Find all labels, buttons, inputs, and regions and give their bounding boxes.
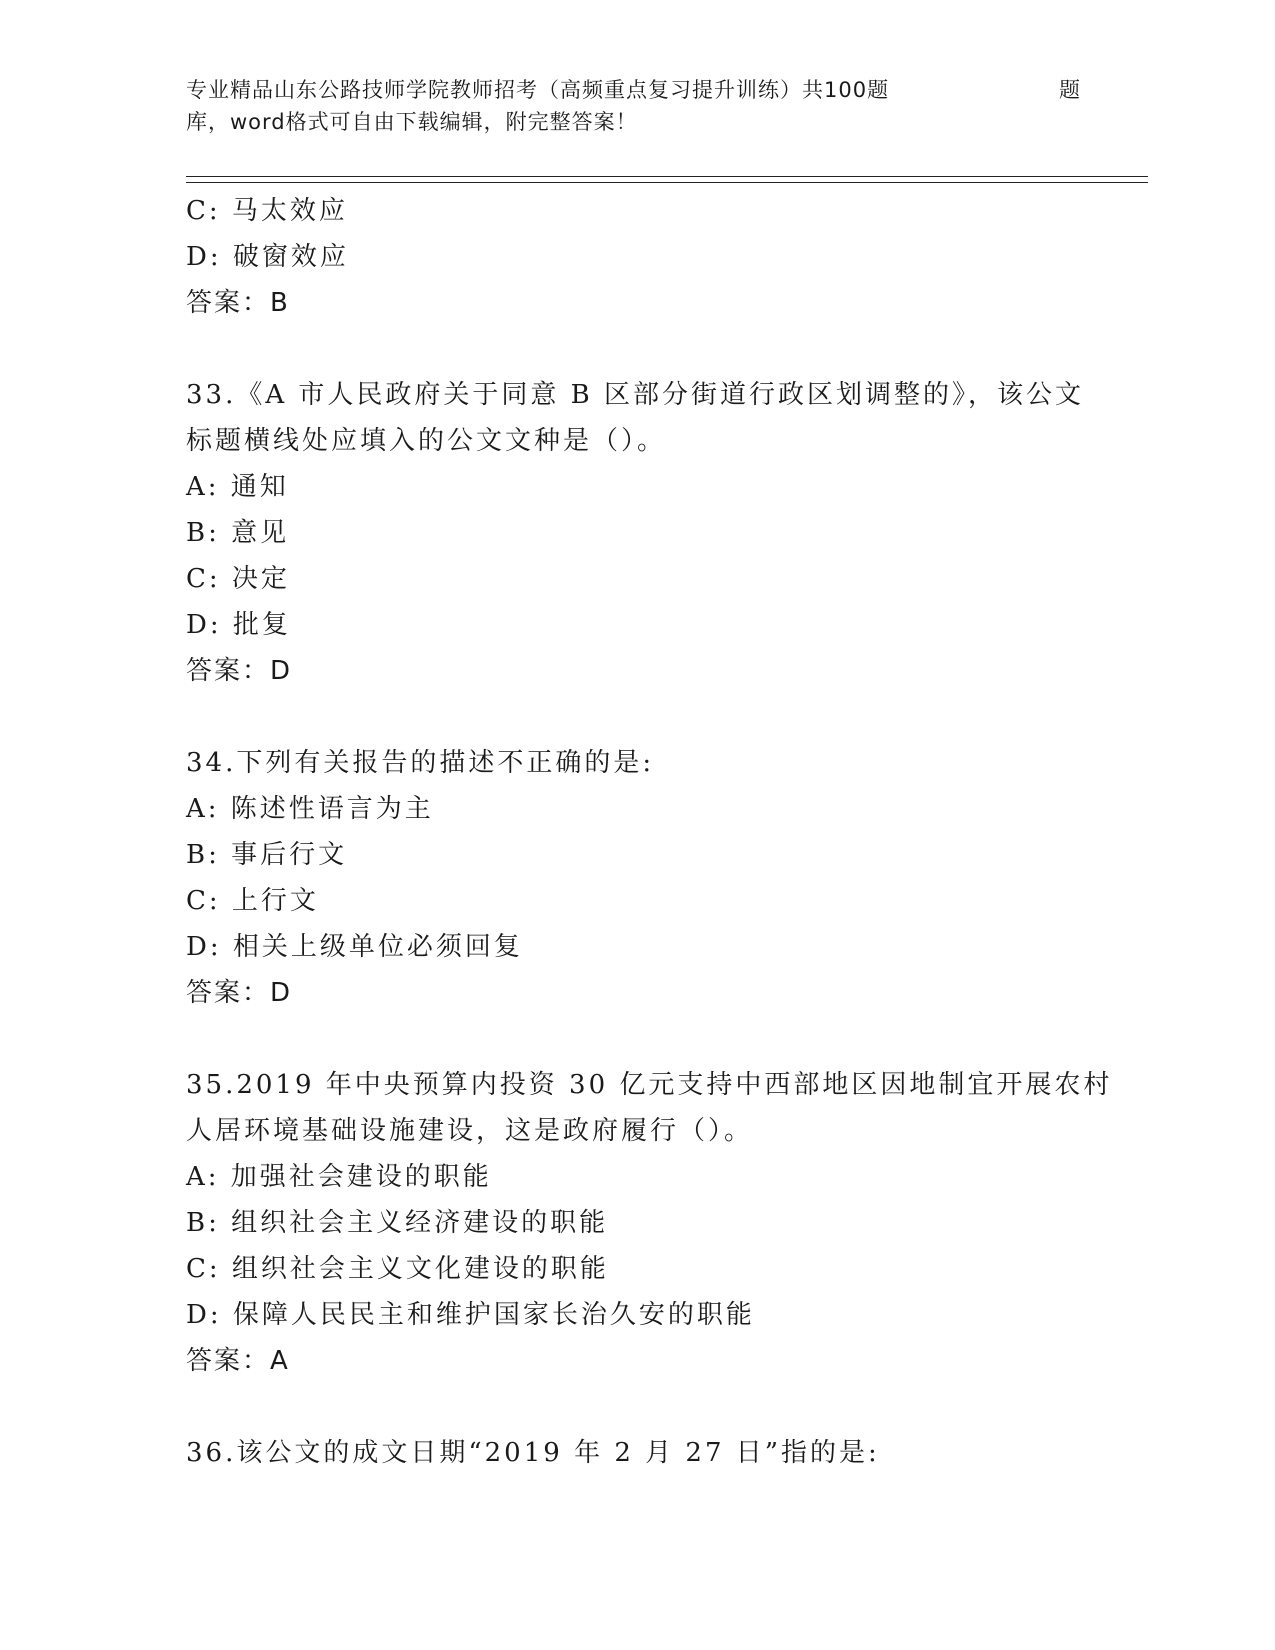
option-b: B: 事后行文: [186, 840, 348, 870]
question-list: [186, 188, 1113, 1476]
header-title-wrap: 题: [1059, 78, 1081, 102]
option-c: C: 马太效应: [186, 196, 348, 226]
option-d: D: 批复: [186, 610, 291, 640]
header-divider-top: [186, 176, 1148, 177]
answer: 答案：B: [186, 288, 290, 318]
answer: 答案：D: [186, 978, 293, 1008]
question-34: [186, 740, 1086, 1016]
answer: 答案：D: [186, 656, 293, 686]
option-a: A: 加强社会建设的职能: [186, 1162, 492, 1192]
option-c: C: 组织社会主义文化建设的职能: [186, 1254, 609, 1284]
option-b: B: 意见: [186, 518, 290, 548]
answer: 答案：A: [186, 1346, 290, 1376]
question-32-continued: [186, 188, 1086, 326]
question-stem: 标题横线处应填入的公文文种是（）。: [186, 426, 667, 456]
option-d: D: 破窗效应: [186, 242, 349, 272]
option-c: C: 决定: [186, 564, 290, 594]
question-stem: 33.《A 市人民政府关于同意 B 区部分街道行政区划调整的》，该公文: [186, 380, 1085, 410]
option-a: A: 陈述性语言为主: [186, 794, 434, 824]
header-divider-bottom: [186, 182, 1148, 183]
question-stem: 人居环境基础设施建设，这是政府履行（）。: [186, 1116, 754, 1146]
option-d: D: 保障人民民主和维护国家长治久安的职能: [186, 1300, 755, 1330]
header-title: 专业精品山东公路技师学院教师招考（高频重点复习提升训练）共100题: [186, 78, 890, 102]
option-c: C: 上行文: [186, 886, 319, 916]
option-b: B: 组织社会主义经济建设的职能: [186, 1208, 609, 1238]
question-stem: 35.2019 年中央预算内投资 30 亿元支持中西部地区因地制宜开展农村: [186, 1070, 1113, 1100]
header-line-1: [186, 74, 1081, 106]
question-33: [186, 372, 1086, 694]
header-line-2: 库，word格式可自由下载编辑，附完整答案！: [186, 110, 638, 134]
question-stem: 34.下列有关报告的描述不正确的是:: [186, 748, 655, 778]
option-d: D: 相关上级单位必须回复: [186, 932, 523, 962]
question-35: [186, 1062, 1113, 1384]
document-header: [186, 74, 1081, 138]
question-36: [186, 1430, 1086, 1476]
question-stem: 36.该公文的成文日期“2019 年 2 月 27 日”指的是:: [186, 1438, 880, 1468]
option-a: A: 通知: [186, 472, 289, 502]
